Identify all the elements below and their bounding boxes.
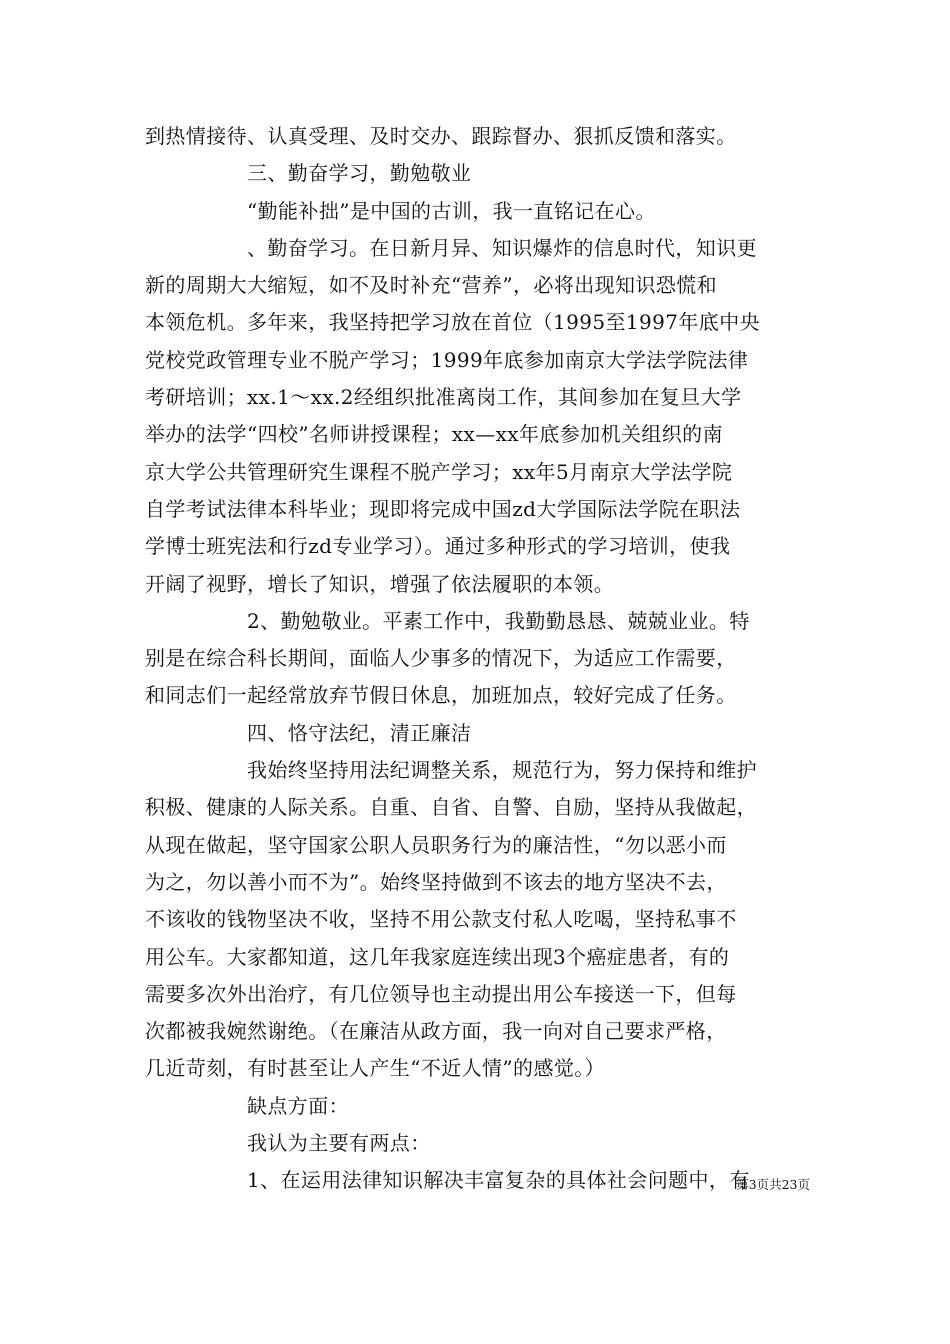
text-line: “勤能补拙”是中国的古训，我一直铭记在心。 [247, 198, 656, 223]
text-line: 需要多次外出治疗，有几位领导也主动提出用公车接送一下，但每 [145, 981, 737, 1006]
text-line: 我始终坚持用法纪调整关系，规范行为，努力保持和维护 [247, 758, 757, 783]
body-text [145, 118, 825, 1200]
text-line: 用公车。大家都知道，这几年我家庭连续出现3个癌症患者，有的 [145, 944, 730, 969]
text-line: 2、勤勉敬业。平素工作中，我勤勤恳恳、兢兢业业。特 [247, 608, 750, 633]
text-line: 积极、健康的人际关系。自重、自省、自警、自励，坚持从我做起， [145, 795, 757, 820]
text-line: 京大学公共管理研究生课程不脱产学习；xx年5月南京大学法学院 [145, 459, 733, 484]
text-line: 为之，勿以善小而不为”。始终坚持做到不该去的地方坚决不去， [145, 869, 727, 894]
text-line: 自学考试法律本科毕业；现即将完成中国zd大学国际法学院在职法 [145, 496, 741, 521]
text-line: 考研培训；xx.1～xx.2经组织批准离岗工作，其间参加在复旦大学 [145, 385, 742, 410]
text-line: 和同志们一起经常放弃节假日休息，加班加点，较好完成了任务。 [145, 683, 737, 708]
text-line: 别是在综合科长期间，面临人少事多的情况下，为适应工作需要， [145, 646, 737, 671]
text-line: 从现在做起，坚守国家公职人员职务行为的廉洁性，“勿以恶小而 [145, 832, 727, 857]
text-line: 、勤奋学习。在日新月异、知识爆炸的信息时代，知识更 [247, 235, 757, 260]
text-line: 到热情接待、认真受理、及时交办、跟踪督办、狠抓反馈和落实。 [145, 124, 737, 148]
subheading: 缺点方面： [247, 1093, 349, 1118]
text-line: 开阔了视野，增长了知识，增强了依法履职的本领。 [145, 571, 615, 596]
text-line: 新的周期大大缩短，如不及时补充“营养”，必将出现知识恐慌和 [145, 273, 718, 298]
page-number-footer: 第3页共23页 [736, 1177, 810, 1192]
text-line: 本领危机。多年来，我坚持把学习放在首位（1995至1997年底中央 [145, 310, 760, 335]
section-heading: 四、恪守法纪，清正廉洁 [247, 720, 472, 745]
text-line: 党校党政管理专业不脱产学习；1999年底参加南京大学法学院法律 [145, 347, 749, 372]
text-line: 举办的法学“四校”名师讲授课程；xx—xx年底参加机关组织的南 [145, 422, 723, 447]
text-line: 学博士班宪法和行zd专业学习）。通过多种形式的学习培训，使我 [145, 534, 731, 559]
text-line: 次都被我婉然谢绝。（在廉洁从政方面，我一向对自己要求严格， [145, 1019, 727, 1044]
text-line: 1、在运用法律知识解决丰富复杂的具体社会问题中，有 [247, 1168, 750, 1193]
text-line: 不该收的钱物坚决不收，坚持不用公款支付私人吃喝，坚持私事不 [145, 907, 737, 932]
section-heading: 三、勤奋学习，勤勉敬业 [247, 161, 472, 186]
text-line: 几近苛刻，有时甚至让人产生“不近人情”的感觉。） [145, 1056, 606, 1081]
text-line: 我认为主要有两点： [247, 1131, 431, 1156]
